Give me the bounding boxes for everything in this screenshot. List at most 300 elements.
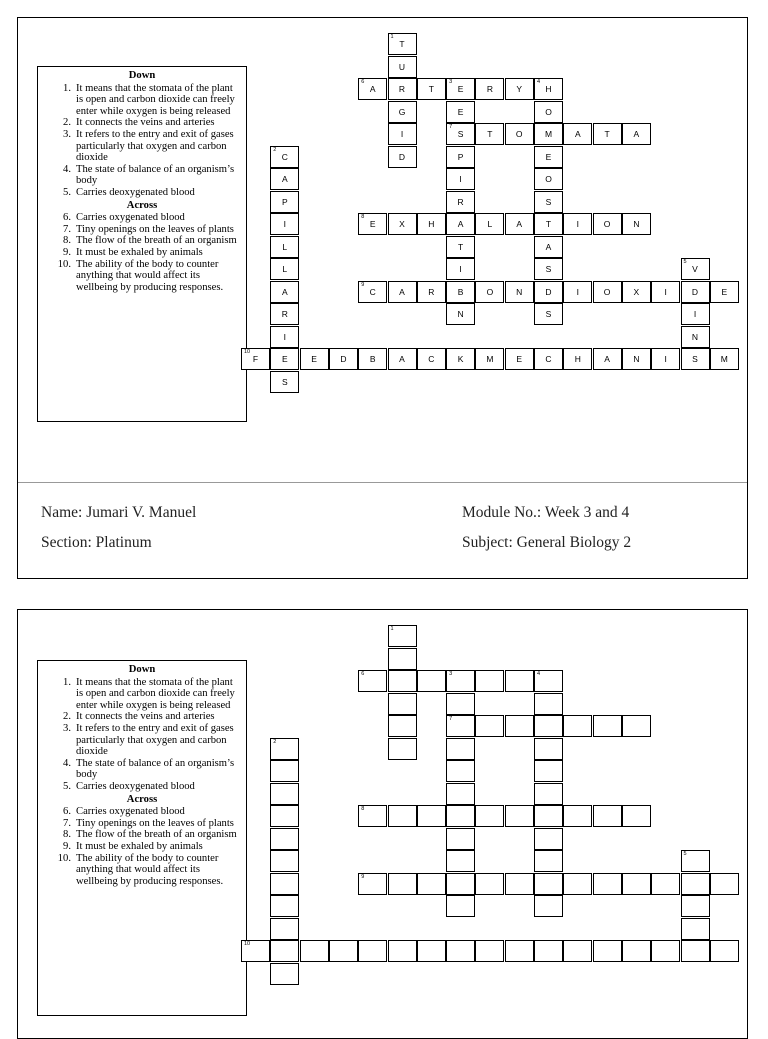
down-heading: Down [128, 70, 156, 81]
clue-number: 2 [273, 146, 277, 153]
cell-letter: U [398, 61, 406, 72]
cell-letter: L [487, 219, 493, 229]
clue-number: 9 [361, 873, 365, 880]
clue-number: 3 [449, 671, 453, 677]
cell-letter: H [574, 354, 581, 364]
cell-letter: S [545, 309, 552, 319]
crossword-cell[interactable] [270, 805, 299, 827]
cell-letter: M [486, 354, 494, 364]
crossword-cell[interactable] [534, 760, 563, 782]
crossword-cell [505, 213, 534, 235]
crossword-cell [358, 348, 387, 370]
crossword-cell [446, 303, 475, 325]
crossword-cell[interactable] [681, 895, 710, 917]
crossword-cell[interactable] [622, 805, 651, 827]
crossword-cell[interactable] [534, 895, 563, 917]
cell-letter: G [398, 106, 406, 117]
crossword-cell [446, 348, 475, 370]
crossword-cell [417, 348, 446, 370]
crossword-cell[interactable] [505, 805, 534, 827]
crossword-cell [563, 348, 592, 370]
blank-crossword-sheet [17, 609, 748, 1039]
divider-line [18, 482, 747, 483]
crossword-cell [475, 281, 504, 303]
cell-letter: E [281, 354, 288, 364]
crossword-cell[interactable] [475, 805, 504, 827]
cell-letter: O [603, 219, 611, 229]
crossword-cell [534, 213, 563, 235]
cell-letter: R [486, 84, 493, 94]
clue-number: 7 [449, 124, 453, 130]
crossword-cell [358, 78, 387, 100]
cell-letter: I [576, 219, 579, 229]
crossword-cell[interactable] [681, 850, 710, 872]
cell-letter: S [281, 376, 288, 387]
module-field: Module No.: Week 3 and 4 [462, 504, 630, 521]
crossword-cell [446, 78, 475, 100]
clue-item: 7. Tiny openings on the leaves of plants [63, 817, 234, 829]
crossword-cell[interactable] [446, 850, 475, 872]
crossword-cell [505, 123, 534, 145]
cell-letter: H [428, 219, 435, 229]
crossword-cell[interactable] [270, 918, 299, 940]
cell-letter: S [545, 196, 552, 207]
answered-crossword-sheet [17, 17, 748, 579]
cell-letter: B [369, 354, 376, 364]
cell-letter: I [459, 174, 462, 184]
cell-letter: E [369, 219, 376, 229]
cell-letter: N [691, 331, 699, 342]
clue-number: 4 [537, 671, 541, 677]
crossword-cell[interactable] [505, 873, 534, 895]
crossword-cell[interactable] [446, 783, 475, 805]
crossword-cell [622, 123, 651, 145]
crossword-cell[interactable] [417, 940, 446, 962]
crossword-cell [388, 348, 417, 370]
clue-number: 2 [273, 738, 277, 745]
crossword-cell[interactable] [388, 693, 417, 715]
across-heading: Across [126, 199, 158, 211]
crossword-cell [446, 213, 475, 235]
clue-number: 4 [537, 79, 541, 85]
crossword-cell[interactable] [534, 850, 563, 872]
cell-letter: I [664, 286, 667, 297]
cell-letter: M [544, 129, 553, 139]
cell-letter: P [457, 151, 464, 162]
crossword-cell[interactable] [505, 715, 534, 737]
crossword-cell [475, 78, 504, 100]
clue-item: 7. Tiny openings on the leaves of plants [63, 223, 234, 235]
crossword-cell [563, 281, 592, 303]
cell-letter: I [400, 129, 404, 139]
clue-item: 8. The flow of the breath of an organism [63, 829, 237, 841]
cell-letter: N [633, 354, 640, 364]
crossword-cell[interactable] [475, 940, 504, 962]
crossword-cell [534, 101, 563, 123]
crossword-cell [388, 78, 417, 100]
cell-letter: P [281, 196, 288, 207]
crossword-cell[interactable] [651, 940, 680, 962]
cell-letter: T [604, 129, 610, 139]
cell-letter: T [545, 219, 552, 229]
crossword-cell [446, 168, 475, 190]
cell-letter: I [459, 264, 462, 274]
crossword-cell [388, 101, 417, 123]
crossword-cell [270, 281, 299, 303]
crossword-cell[interactable] [329, 940, 358, 962]
cell-letter: H [545, 84, 552, 94]
cell-letter: T [399, 39, 405, 49]
crossword-cell[interactable] [358, 670, 387, 692]
crossword-cell[interactable] [270, 850, 299, 872]
cell-letter: A [399, 354, 405, 364]
crossword-cell [270, 303, 299, 325]
crossword-cell [651, 348, 680, 370]
cell-letter: A [369, 84, 376, 94]
down-heading: Down [128, 664, 156, 675]
crossword-cell[interactable] [446, 873, 475, 895]
crossword-cell[interactable] [593, 873, 622, 895]
cell-letter: O [515, 129, 523, 139]
cell-letter: A [574, 129, 581, 139]
cell-letter: A [633, 129, 640, 139]
crossword-cell[interactable] [622, 715, 651, 737]
crossword-cell[interactable] [534, 828, 563, 850]
crossword-cell [505, 78, 534, 100]
crossword-cell[interactable] [563, 873, 592, 895]
crossword-cell[interactable] [358, 940, 387, 962]
crossword-cell [681, 348, 710, 370]
crossword-cell[interactable] [446, 828, 475, 850]
crossword-cell[interactable] [446, 805, 475, 827]
clue-item: 4. The state of balance of an organism’s body [63, 757, 235, 781]
crossword-cell[interactable] [388, 715, 417, 737]
crossword-cell[interactable] [505, 940, 534, 962]
cell-letter: T [428, 84, 434, 94]
crossword-cell[interactable] [388, 940, 417, 962]
crossword-cell [446, 123, 475, 145]
crossword-cell[interactable] [563, 805, 592, 827]
crossword-cell[interactable] [534, 670, 563, 692]
crossword-cell [622, 281, 651, 303]
crossword-cell[interactable] [446, 760, 475, 782]
cell-letter: E [457, 106, 464, 117]
crossword-cell [475, 348, 504, 370]
crossword-cell [593, 213, 622, 235]
crossword-cell[interactable] [270, 783, 299, 805]
cell-letter: E [545, 151, 552, 162]
crossword-cell [681, 303, 710, 325]
crossword-cell [534, 168, 563, 190]
cell-letter: I [693, 309, 697, 319]
cell-letter: N [457, 309, 464, 319]
clue-item: 2. It connects the veins and arteries [63, 117, 215, 129]
cell-letter: E [457, 84, 464, 94]
crossword-cell[interactable] [300, 940, 329, 962]
crossword-cell [622, 348, 651, 370]
crossword-cell [534, 348, 563, 370]
clue-number: 10 [244, 349, 251, 355]
crossword-cell [417, 213, 446, 235]
crossword-cell[interactable] [417, 873, 446, 895]
crossword-cell[interactable] [388, 738, 417, 760]
cell-letter: F [252, 354, 259, 364]
clue-item: 10. The ability of the body to counter anything that would affect its wellbeing by producing responses. [57, 258, 224, 293]
crossword-cell[interactable] [446, 693, 475, 715]
crossword-cell [388, 281, 417, 303]
crossword-cell [593, 348, 622, 370]
crossword-cell [651, 281, 680, 303]
crossword-grid-blank [18, 610, 747, 1010]
name-field: Name: Jumari V. Manuel [41, 504, 197, 521]
crossword-cell[interactable] [534, 738, 563, 760]
crossword-cell [681, 281, 710, 303]
clue-number: 8 [361, 214, 365, 220]
crossword-cell [388, 146, 417, 168]
clue-item: 1. It means that the stomata of the plant is open and carbon dioxide can freely enter while oxygen is being released [63, 82, 235, 117]
cell-letter: C [281, 151, 288, 162]
crossword-cell[interactable] [446, 715, 475, 737]
cell-letter: I [576, 286, 579, 297]
crossword-cell[interactable] [388, 805, 417, 827]
crossword-cell [475, 123, 504, 145]
crossword-cell[interactable] [417, 670, 446, 692]
clue-item: 3. It refers to the entry and exit of gases particularly that oxygen and carbon dioxide [63, 128, 234, 164]
clue-item: 9. It must be exhaled by animals [63, 246, 203, 258]
cell-letter: R [398, 84, 406, 94]
cell-letter: I [664, 354, 667, 364]
clue-item: 8. The flow of the breath of an organism [63, 235, 237, 247]
clue-number: 7 [449, 716, 453, 722]
cell-letter: X [633, 286, 640, 297]
crossword-cell [270, 258, 299, 280]
crossword-cell[interactable] [417, 805, 446, 827]
crossword-cell[interactable] [270, 940, 299, 962]
crossword-cell[interactable] [270, 828, 299, 850]
crossword-cell[interactable] [270, 873, 299, 895]
cell-letter: V [692, 264, 698, 274]
clue-item: 6. Carries oxygenated blood [63, 212, 185, 224]
crossword-cell [388, 123, 417, 145]
crossword-cell[interactable] [446, 670, 475, 692]
crossword-cell[interactable] [358, 873, 387, 895]
cell-letter: T [457, 241, 464, 252]
crossword-cell[interactable] [388, 648, 417, 670]
crossword-cell[interactable] [710, 873, 739, 895]
cell-letter: E [721, 286, 728, 297]
crossword-cell [593, 281, 622, 303]
cell-letter: A [399, 286, 405, 297]
crossword-cell [534, 236, 563, 258]
clue-item: 6. Carries oxygenated blood [63, 806, 185, 818]
clue-number: 8 [361, 806, 365, 812]
crossword-cell [446, 258, 475, 280]
cell-letter: A [457, 219, 464, 229]
crossword-cell[interactable] [388, 873, 417, 895]
crossword-cell [505, 281, 534, 303]
crossword-cell[interactable] [534, 805, 563, 827]
crossword-grid-filled [18, 18, 747, 418]
crossword-cell [300, 348, 329, 370]
crossword-cell [446, 146, 475, 168]
cell-letter: S [457, 129, 464, 139]
cell-letter: S [692, 354, 698, 364]
crossword-cell [417, 281, 446, 303]
cell-letter: T [487, 129, 493, 139]
section-field: Section: Platinum [41, 534, 152, 551]
cell-letter: L [282, 264, 288, 274]
clue-item: 4. The state of balance of an organism’s body [63, 163, 235, 187]
cell-letter: E [311, 354, 317, 364]
crossword-cell [534, 146, 563, 168]
cell-letter: K [457, 354, 464, 364]
crossword-cell [388, 56, 417, 78]
clue-number: 9 [361, 281, 365, 288]
crossword-cell[interactable] [270, 963, 299, 985]
cell-letter: D [691, 286, 699, 297]
crossword-cell [534, 123, 563, 145]
cell-letter: C [545, 354, 552, 364]
subject-field: Subject: General Biology 2 [462, 534, 632, 551]
crossword-cell[interactable] [388, 625, 417, 647]
cell-letter: Y [516, 84, 523, 94]
crossword-cell [446, 236, 475, 258]
crossword-cell [534, 78, 563, 100]
clue-item: 3. It refers to the entry and exit of gases particularly that oxygen and carbon dioxide [63, 722, 234, 758]
clue-number: 6 [361, 79, 365, 85]
crossword-cell [593, 123, 622, 145]
crossword-cell[interactable] [270, 760, 299, 782]
cell-letter: I [283, 331, 286, 342]
crossword-cell [534, 191, 563, 213]
crossword-cell[interactable] [681, 873, 710, 895]
clue-item: 5. Carries deoxygenated blood [63, 186, 195, 198]
crossword-cell [358, 281, 387, 303]
clue-number: 10 [244, 941, 251, 947]
cell-letter: O [545, 174, 552, 184]
crossword-cell [710, 281, 739, 303]
cell-letter: B [457, 286, 464, 297]
crossword-cell [534, 303, 563, 325]
cell-letter: C [428, 354, 435, 364]
crossword-cell [534, 258, 563, 280]
crossword-cell[interactable] [651, 873, 680, 895]
crossword-cell [358, 213, 387, 235]
cell-letter: A [281, 286, 288, 297]
cell-letter: D [340, 354, 347, 364]
crossword-cell [270, 371, 299, 393]
crossword-cell[interactable] [563, 940, 592, 962]
cell-letter: O [603, 286, 611, 297]
crossword-cell[interactable] [475, 715, 504, 737]
crossword-cell[interactable] [593, 805, 622, 827]
cell-letter: N [633, 219, 640, 229]
crossword-cell[interactable] [622, 873, 651, 895]
clue-number: 5 [683, 259, 687, 265]
crossword-cell[interactable] [241, 940, 270, 962]
crossword-cell [270, 326, 299, 348]
cell-letter: A [281, 174, 288, 184]
crossword-cell [563, 123, 592, 145]
cell-letter: X [399, 219, 405, 229]
crossword-cell[interactable] [681, 918, 710, 940]
crossword-cell [534, 281, 563, 303]
crossword-cell [681, 258, 710, 280]
crossword-cell[interactable] [534, 693, 563, 715]
crossword-cell[interactable] [505, 670, 534, 692]
cell-letter: R [457, 196, 464, 207]
crossword-cell[interactable] [270, 738, 299, 760]
crossword-cell [446, 191, 475, 213]
crossword-cell [681, 326, 710, 348]
clue-number: 5 [683, 851, 687, 857]
crossword-cell[interactable] [563, 715, 592, 737]
crossword-cell[interactable] [534, 783, 563, 805]
crossword-cell[interactable] [388, 670, 417, 692]
cell-letter: O [545, 106, 552, 117]
cell-letter: L [282, 241, 288, 252]
crossword-cell[interactable] [358, 805, 387, 827]
across-heading: Across [126, 793, 158, 805]
crossword-cell[interactable] [446, 738, 475, 760]
crossword-cell[interactable] [593, 940, 622, 962]
crossword-cell [505, 348, 534, 370]
crossword-cell [388, 33, 417, 55]
crossword-cell [270, 168, 299, 190]
crossword-cell [270, 236, 299, 258]
crossword-cell[interactable] [710, 940, 739, 962]
crossword-cell [446, 101, 475, 123]
cell-letter: O [486, 286, 494, 297]
cell-letter: S [545, 264, 552, 274]
crossword-cell[interactable] [446, 940, 475, 962]
crossword-cell[interactable] [475, 873, 504, 895]
cell-letter: A [545, 241, 552, 252]
cell-letter: N [516, 286, 523, 297]
clue-number: 6 [361, 671, 365, 677]
clue-number: 1 [390, 626, 394, 632]
crossword-cell[interactable] [270, 895, 299, 917]
cell-letter: C [369, 286, 376, 297]
clue-number: 3 [449, 79, 453, 85]
crossword-cell[interactable] [593, 715, 622, 737]
crossword-cell [446, 281, 475, 303]
cell-letter: M [720, 354, 728, 364]
crossword-cell [329, 348, 358, 370]
crossword-cell[interactable] [534, 940, 563, 962]
crossword-cell [388, 213, 417, 235]
crossword-cell[interactable] [446, 895, 475, 917]
clue-item: 9. It must be exhaled by animals [63, 840, 203, 852]
crossword-cell[interactable] [534, 873, 563, 895]
crossword-cell[interactable] [475, 670, 504, 692]
cell-letter: I [283, 219, 286, 229]
cell-letter: A [516, 219, 523, 229]
cell-letter: E [516, 354, 523, 364]
crossword-cell [270, 191, 299, 213]
crossword-cell [710, 348, 739, 370]
clue-item: 5. Carries deoxygenated blood [63, 780, 195, 792]
crossword-cell [241, 348, 270, 370]
cell-letter: D [398, 151, 406, 162]
crossword-cell[interactable] [622, 940, 651, 962]
clue-item: 2. It connects the veins and arteries [63, 711, 215, 723]
crossword-cell [475, 213, 504, 235]
crossword-cell [270, 213, 299, 235]
crossword-cell[interactable] [681, 940, 710, 962]
clue-item: 1. It means that the stomata of the plant is open and carbon dioxide can freely enter while oxygen is being released [63, 676, 235, 711]
crossword-cell[interactable] [534, 715, 563, 737]
